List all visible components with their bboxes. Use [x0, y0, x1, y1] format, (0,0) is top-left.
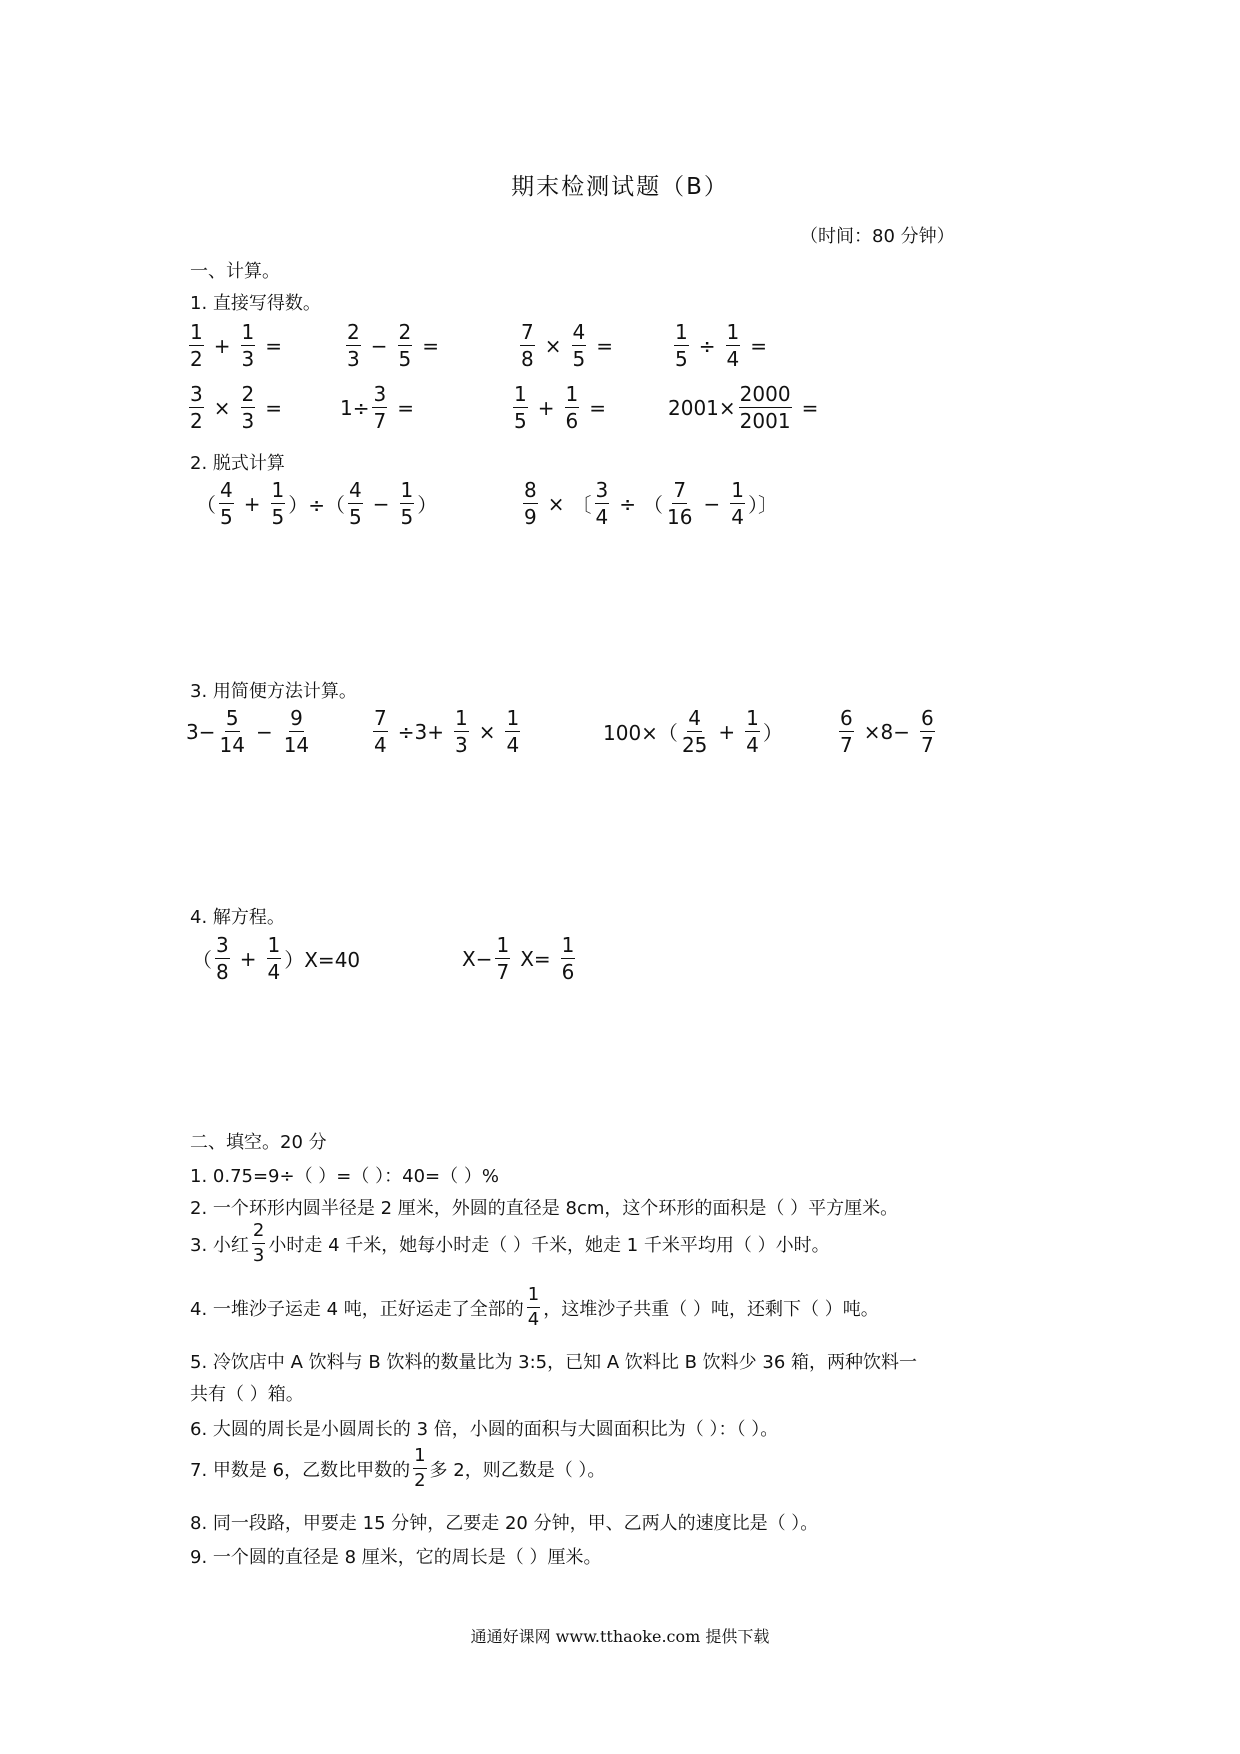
q1-item-f: 1÷ $\frac{3}{7}$ = — [340, 382, 414, 433]
time-limit: （时间：80 分钟） — [800, 226, 955, 247]
q1-item-d: $\frac{1}{5}$ ÷ $\frac{1}{4}$ = — [675, 320, 767, 371]
q2-item-a: （ $\frac{4}{5}$ + $\frac{1}{5}$ ）÷（ $\frac{4}{5}$ − $\frac{1}{5}$ ） — [196, 478, 438, 529]
q3-item-a: 3− $\frac{5}{14}$ − $\frac{9}{14}$ — [186, 706, 310, 757]
q3-item-b: $\frac{7}{4}$ ÷3+ $\frac{1}{3}$ × $\frac{1}{4}$ — [374, 706, 520, 757]
fill-item-2: 2. 一个环形内圆半径是 2 厘米，外圆的直径是 8cm，这个环形的面积是（ ）平方厘米。 — [190, 1198, 899, 1219]
fill-item-1: 1. 0.75=9÷（ ）=（ ）：40=（ ）% — [190, 1166, 499, 1187]
fill-item-7: 7. 甲数是 6，乙数比甲数的 $\frac{1}{2}$ 多 2，则乙数是（ ）。 — [190, 1445, 606, 1491]
fill-item-8: 8. 同一段路，甲要走 15 分钟，乙要走 20 分钟，甲、乙两人的速度比是（ ）。 — [190, 1513, 819, 1534]
q3-item-c: 100×（ $\frac{4}{25}$ + $\frac{1}{4}$ ） — [603, 706, 783, 757]
fill-item-5-line2: 共有（ ）箱。 — [190, 1384, 304, 1405]
q1-item-h: 2001× $\frac{2000}{2001}$ = — [668, 382, 819, 433]
q1-item-a: $\frac{1}{2}$ + $\frac{1}{3}$ = — [190, 320, 282, 371]
fill-item-9: 9. 一个圆的直径是 8 厘米，它的周长是（ ）厘米。 — [190, 1547, 602, 1568]
fill-item-6: 6. 大圆的周长是小圆周长的 3 倍，小圆的面积与大圆面积比为（ ）：（ ）。 — [190, 1419, 779, 1440]
q4-item-b: X− $\frac{1}{7}$ X= $\frac{1}{6}$ — [462, 933, 575, 984]
q4-item-a: （ $\frac{3}{8}$ + $\frac{1}{4}$ ）X=40 — [192, 933, 361, 984]
q2-item-b: $\frac{8}{9}$ × 〔 $\frac{3}{4}$ ÷ （ $\frac{7}{16}$ − $\frac{1}{4}$ ）〕 — [524, 478, 778, 529]
section-2-heading: 二、填空。20 分 — [190, 1132, 327, 1153]
fill-item-5-line1: 5. 冷饮店中 A 饮料与 B 饮料的数量比为 3:5，已知 A 饮料比 B 饮料少 36 箱，两种饮料一 — [190, 1352, 918, 1373]
footer-credit: 通通好课网 www.tthaoke.com 提供下载 — [470, 1627, 770, 1646]
page-title: 期末检测试题（B） — [511, 174, 729, 200]
fill-item-3: 3. 小红 $\frac{2}{3}$ 小时走 4 千米，她每小时走（ ）千米，她走 1 千米平均用（ ）小时。 — [190, 1220, 830, 1266]
q1-heading: 1. 直接写得数。 — [190, 293, 321, 314]
q3-item-d: $\frac{6}{7}$ ×8− $\frac{6}{7}$ — [840, 706, 934, 757]
q1-item-g: $\frac{1}{5}$ + $\frac{1}{6}$ = — [514, 382, 606, 433]
fill-item-4: 4. 一堆沙子运走 4 吨，正好运走了全部的 $\frac{1}{4}$ ，这堆沙子共重（ ）吨，还剩下（ ）吨。 — [190, 1284, 879, 1330]
q1-item-b: $\frac{2}{3}$ − $\frac{2}{5}$ = — [347, 320, 439, 371]
q4-heading: 4. 解方程。 — [190, 907, 285, 928]
q1-item-e: $\frac{3}{2}$ × $\frac{2}{3}$ = — [190, 382, 282, 433]
section-1-heading: 一、计算。 — [190, 261, 280, 282]
q1-item-c: $\frac{7}{8}$ × $\frac{4}{5}$ = — [521, 320, 613, 371]
q2-heading: 2. 脱式计算 — [190, 453, 285, 474]
q3-heading: 3. 用简便方法计算。 — [190, 681, 357, 702]
